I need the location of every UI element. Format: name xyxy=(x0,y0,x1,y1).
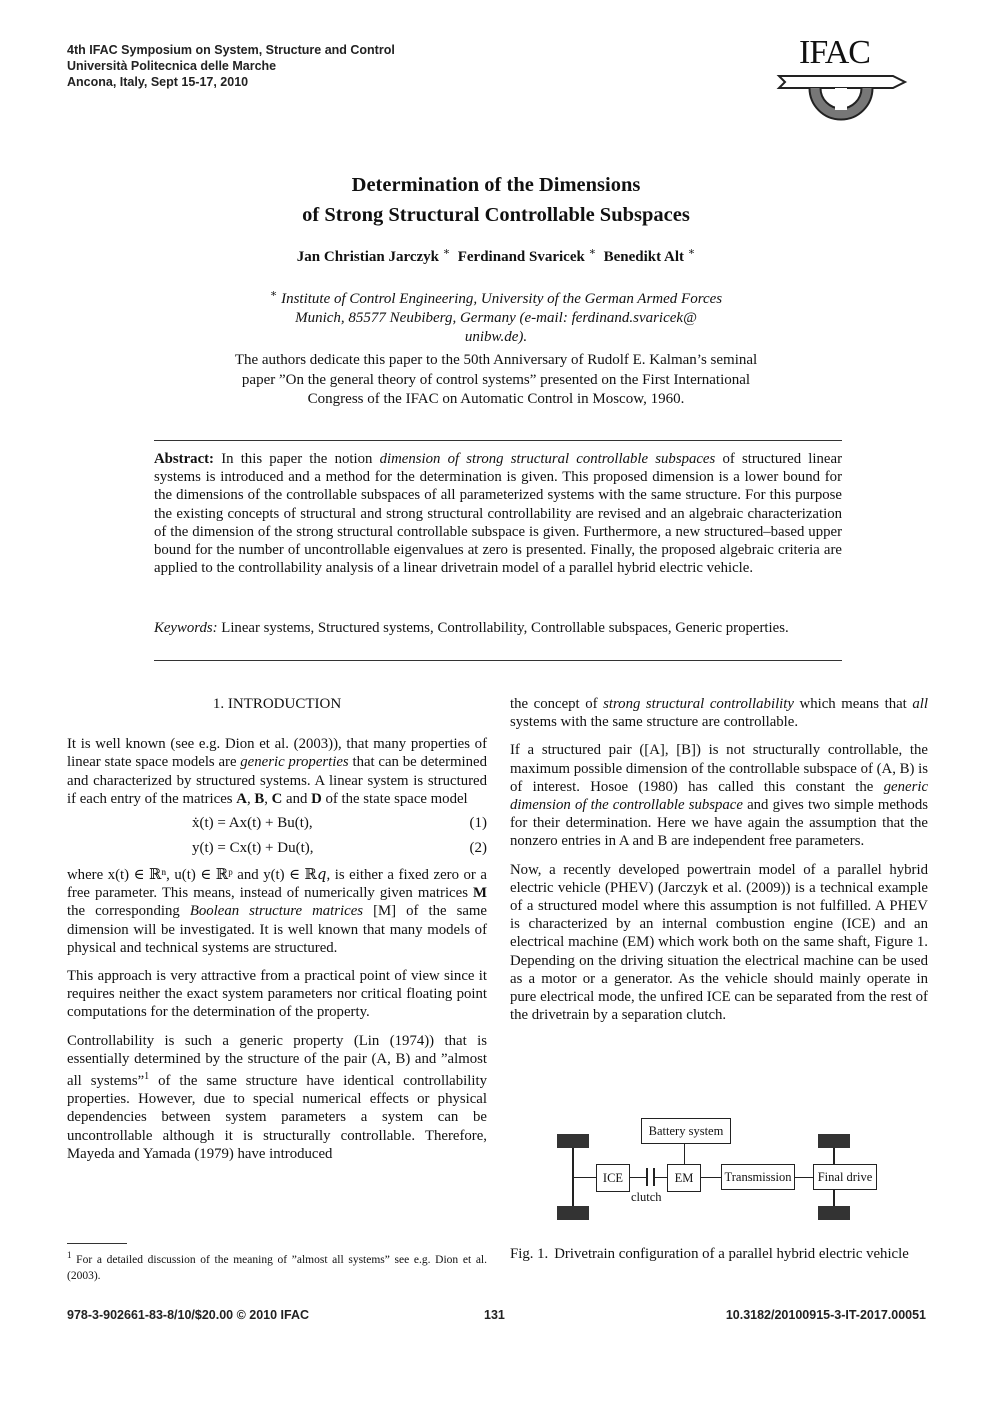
intro-paragraph-1: It is well known (see e.g. Dion et al. (2003)), that many properties of linear state space models are generic properties that can be determined and characterized by structured systems. A linear system is structured if each entry of the matrices A, B, C and D of the state space model xyxy=(67,736,487,807)
figure-caption-label: Fig. 1. xyxy=(510,1246,549,1262)
equation-2-number: (2) xyxy=(469,840,487,857)
affiliation-line-3: unibw.de). xyxy=(464,329,528,345)
figure-caption xyxy=(510,1245,928,1263)
footnote-rule xyxy=(67,1243,127,1244)
abstract-top-rule xyxy=(154,440,842,441)
ifac-logo xyxy=(775,36,910,128)
text-span: the corresponding xyxy=(67,903,180,920)
section-heading-introduction: 1. INTRODUCTION xyxy=(212,696,342,712)
shaft-transmission-finaldrive xyxy=(795,1177,813,1178)
text-span: that can be determined and characterized by structured systems. A linear system is structured if each entry of the matrices xyxy=(67,754,487,807)
drivetrain-figure xyxy=(555,1118,895,1228)
author-mark: ∗ xyxy=(442,246,451,258)
author-2: Ferdinand Svaricek xyxy=(457,249,585,265)
equation-1-body: ẋ(t) = Ax(t) + Bu(t), xyxy=(192,815,313,832)
shaft-em-transmission xyxy=(701,1177,721,1178)
abstract-italic: dimension of strong structural controllable subspaces xyxy=(379,451,716,467)
right-paragraph-3: Now, a recently developed powertrain model of a parallel hybrid electric vehicle (PHEV) (Jarczyk et al. (2009)) is a technical example of a structured model where this assumption is not fulfilled. A PHEV is characterized by an internal combustion engine (ICE) and an electrical machine (EM) which work both on the same shaft, Figure 1. Depending on the driving situation the electrical machine can be used as a motor or a generator. As the vehicle should mainly operate in pure electrical mode, the unfired ICE can be separated from the rest of the drivetrain by a separation clutch. xyxy=(510,861,928,1024)
shaft-clutch-em xyxy=(655,1177,667,1178)
keywords-label: Keywords: xyxy=(154,620,218,636)
matrix-symbol: A xyxy=(236,790,247,807)
text-span: and gives two simple methods for their determination. Here we have again the assumption that the nonzero entries in A and B are independent free parameters. xyxy=(510,797,928,850)
footnote-text: For a detailed discussion of the meaning of ”almost all systems” see e.g. Dion et al. (2003). xyxy=(67,1253,487,1282)
abstract-bottom-rule xyxy=(154,660,842,661)
right-paragraph-1 xyxy=(510,695,928,731)
transmission-box: Transmission xyxy=(721,1164,795,1190)
abstract-text-2: of structured linear systems is introduced and a method for the determination is given. This proposed dimension is a lower bound for the dimensions of the controllable subspaces of all parameterized systems with the same structure. For this purpose the existing concepts of structural and strong structural controllability are revised and an algebraic characterization of the dimension of the strong structural controllable subspace is given. Furthermore, a new structured–based upper bound for the number of uncontrollable eigenvalues at zero is presented. Finally, the proposed algebraic criteria are applied to the controllability analysis of a linear drivetrain model of a parallel hybrid electric vehicle. xyxy=(154,451,842,577)
author-1: Jan Christian Jarczyk xyxy=(296,249,439,265)
footer-page-number: 131 xyxy=(484,1308,505,1322)
text-span: systems with the same structure are controllable. xyxy=(510,714,799,731)
matrix-symbol: M xyxy=(473,885,487,902)
right-column xyxy=(510,695,928,1034)
footer-doi: 10.3182/20100915-3-IT-2017.00051 xyxy=(725,1308,926,1322)
author-3: Benedikt Alt xyxy=(603,249,684,265)
keywords xyxy=(154,619,842,637)
text-span: Controllability is such a generic property (Lin (1974)) that is essentially determined by the structure of the pair (A, B) and ”almost all systems” xyxy=(67,1032,487,1089)
matrix-symbol: C xyxy=(271,790,283,807)
paper-title xyxy=(0,170,992,230)
battery-system-box: Battery system xyxy=(641,1118,731,1144)
footnote-ref[interactable]: 1 xyxy=(144,1071,150,1083)
clutch-plate-left xyxy=(646,1168,648,1186)
text-span: the concept of xyxy=(510,696,598,712)
text-span: and xyxy=(286,790,308,807)
ice-box: ICE xyxy=(596,1164,630,1192)
clutch-label: clutch xyxy=(631,1190,662,1204)
keywords-text: Linear systems, Structured systems, Controllability, Controllable subspaces, Generic properties. xyxy=(221,620,789,636)
intro-paragraph-3: This approach is very attractive from a practical point of view since it requires neither the exact system parameters nor critical floating point computations for the determination of the property. xyxy=(67,968,487,1021)
equation-2 xyxy=(67,837,487,862)
affiliation-line-2: Munich, 85577 Neubiberg, Germany (e-mail: ferdinand.svaricek@ xyxy=(295,310,697,326)
italic-span: all xyxy=(912,696,928,712)
text-span: of the state space model xyxy=(325,790,468,807)
header-line-1: 4th IFAC Symposium on System, Structure and Control xyxy=(67,43,395,57)
shaft-axle-ice xyxy=(574,1177,596,1178)
intro-paragraph-2 xyxy=(67,866,487,957)
text-span: [M] of the same dimension will be investigated. It is well known that many models of physical and technical systems are structured. xyxy=(67,903,487,956)
equation-2-body: y(t) = Cx(t) + Du(t), xyxy=(192,840,314,857)
em-box: EM xyxy=(667,1164,701,1192)
left-wheel-bottom xyxy=(557,1206,589,1220)
header-line-2: Università Politecnica delle Marche xyxy=(67,59,277,73)
left-column xyxy=(67,695,487,1173)
matrix-symbol: B xyxy=(254,790,265,807)
text-span: which means that xyxy=(799,696,907,712)
right-paragraph-2 xyxy=(510,741,928,850)
right-wheel-bottom xyxy=(818,1206,850,1220)
footer-isbn: 978-3-902661-83-8/10/$20.00 © 2010 IFAC xyxy=(67,1308,310,1322)
italic-span: generic dimension of the controllable subspace xyxy=(510,778,929,814)
author-mark: ∗ xyxy=(687,246,696,258)
conference-header xyxy=(67,42,395,90)
left-wheel-top xyxy=(557,1134,589,1148)
abstract xyxy=(154,450,842,577)
italic-span: Boolean structure matrices xyxy=(189,903,364,920)
footnote xyxy=(67,1247,487,1284)
title-line-2: of Strong Structural Controllable Subspaces xyxy=(302,204,690,226)
author-mark: ∗ xyxy=(588,246,597,258)
affiliation-line-1: Institute of Control Engineering, University of the German Armed Forces xyxy=(281,291,723,307)
right-wheel-top xyxy=(818,1134,850,1148)
text-span: If a structured pair ([A], [B]) is not structurally controllable, the maximum possible dimension of the controllable subspace of (A, B) is of interest. Hosoe (1980) has called this constant the xyxy=(510,742,928,795)
affiliation-mark: ∗ xyxy=(269,288,278,300)
shaft-ice-clutch xyxy=(630,1177,646,1178)
title-line-1: Determination of the Dimensions xyxy=(351,174,641,196)
header-line-3: Ancona, Italy, Sept 15-17, 2010 xyxy=(67,75,249,89)
affiliation xyxy=(230,285,762,347)
matrix-symbol: D xyxy=(311,790,322,807)
abstract-text-1: In this paper the notion xyxy=(221,451,373,467)
ifac-logo-text: IFAC xyxy=(799,34,870,71)
text-span: It is well known (see e.g. Dion et al. (2003)), that many properties of linear state space models are xyxy=(67,736,487,771)
figure-caption-text: Drivetrain configuration of a parallel hybrid electric vehicle xyxy=(554,1246,909,1262)
abstract-label: Abstract: xyxy=(154,451,214,467)
italic-span: strong structural controllability xyxy=(603,696,794,712)
equation-1-number: (1) xyxy=(469,815,487,832)
text-span: of the same structure have identical controllability properties. However, due to special numerical effects or physical dependencies between system parameters a system can be uncontrollable although it is structurally controllable. Therefore, Mayeda and Yamada (1979) have introduced xyxy=(67,1072,487,1162)
author-list xyxy=(0,245,992,266)
final-drive-box: Final drive xyxy=(813,1164,877,1190)
intro-paragraph-4 xyxy=(67,1032,487,1163)
text-span: where x(t) ∈ ℝⁿ, u(t) ∈ ℝᵖ and y(t) ∈ ℝ𝑞, is either a fixed zero or a free parameter. This means, instead of numerically given matrices xyxy=(67,867,487,902)
footnote-mark: 1 xyxy=(67,1250,72,1260)
dedication: The authors dedicate this paper to the 50th Anniversary of Rudolf E. Kalman’s seminal paper ”On the general theory of control systems” presented on the First International Congress of the IFAC on Automatic Control in Moscow, 1960. xyxy=(234,352,758,407)
equation-1 xyxy=(67,812,487,837)
italic-span: generic properties xyxy=(240,754,349,771)
